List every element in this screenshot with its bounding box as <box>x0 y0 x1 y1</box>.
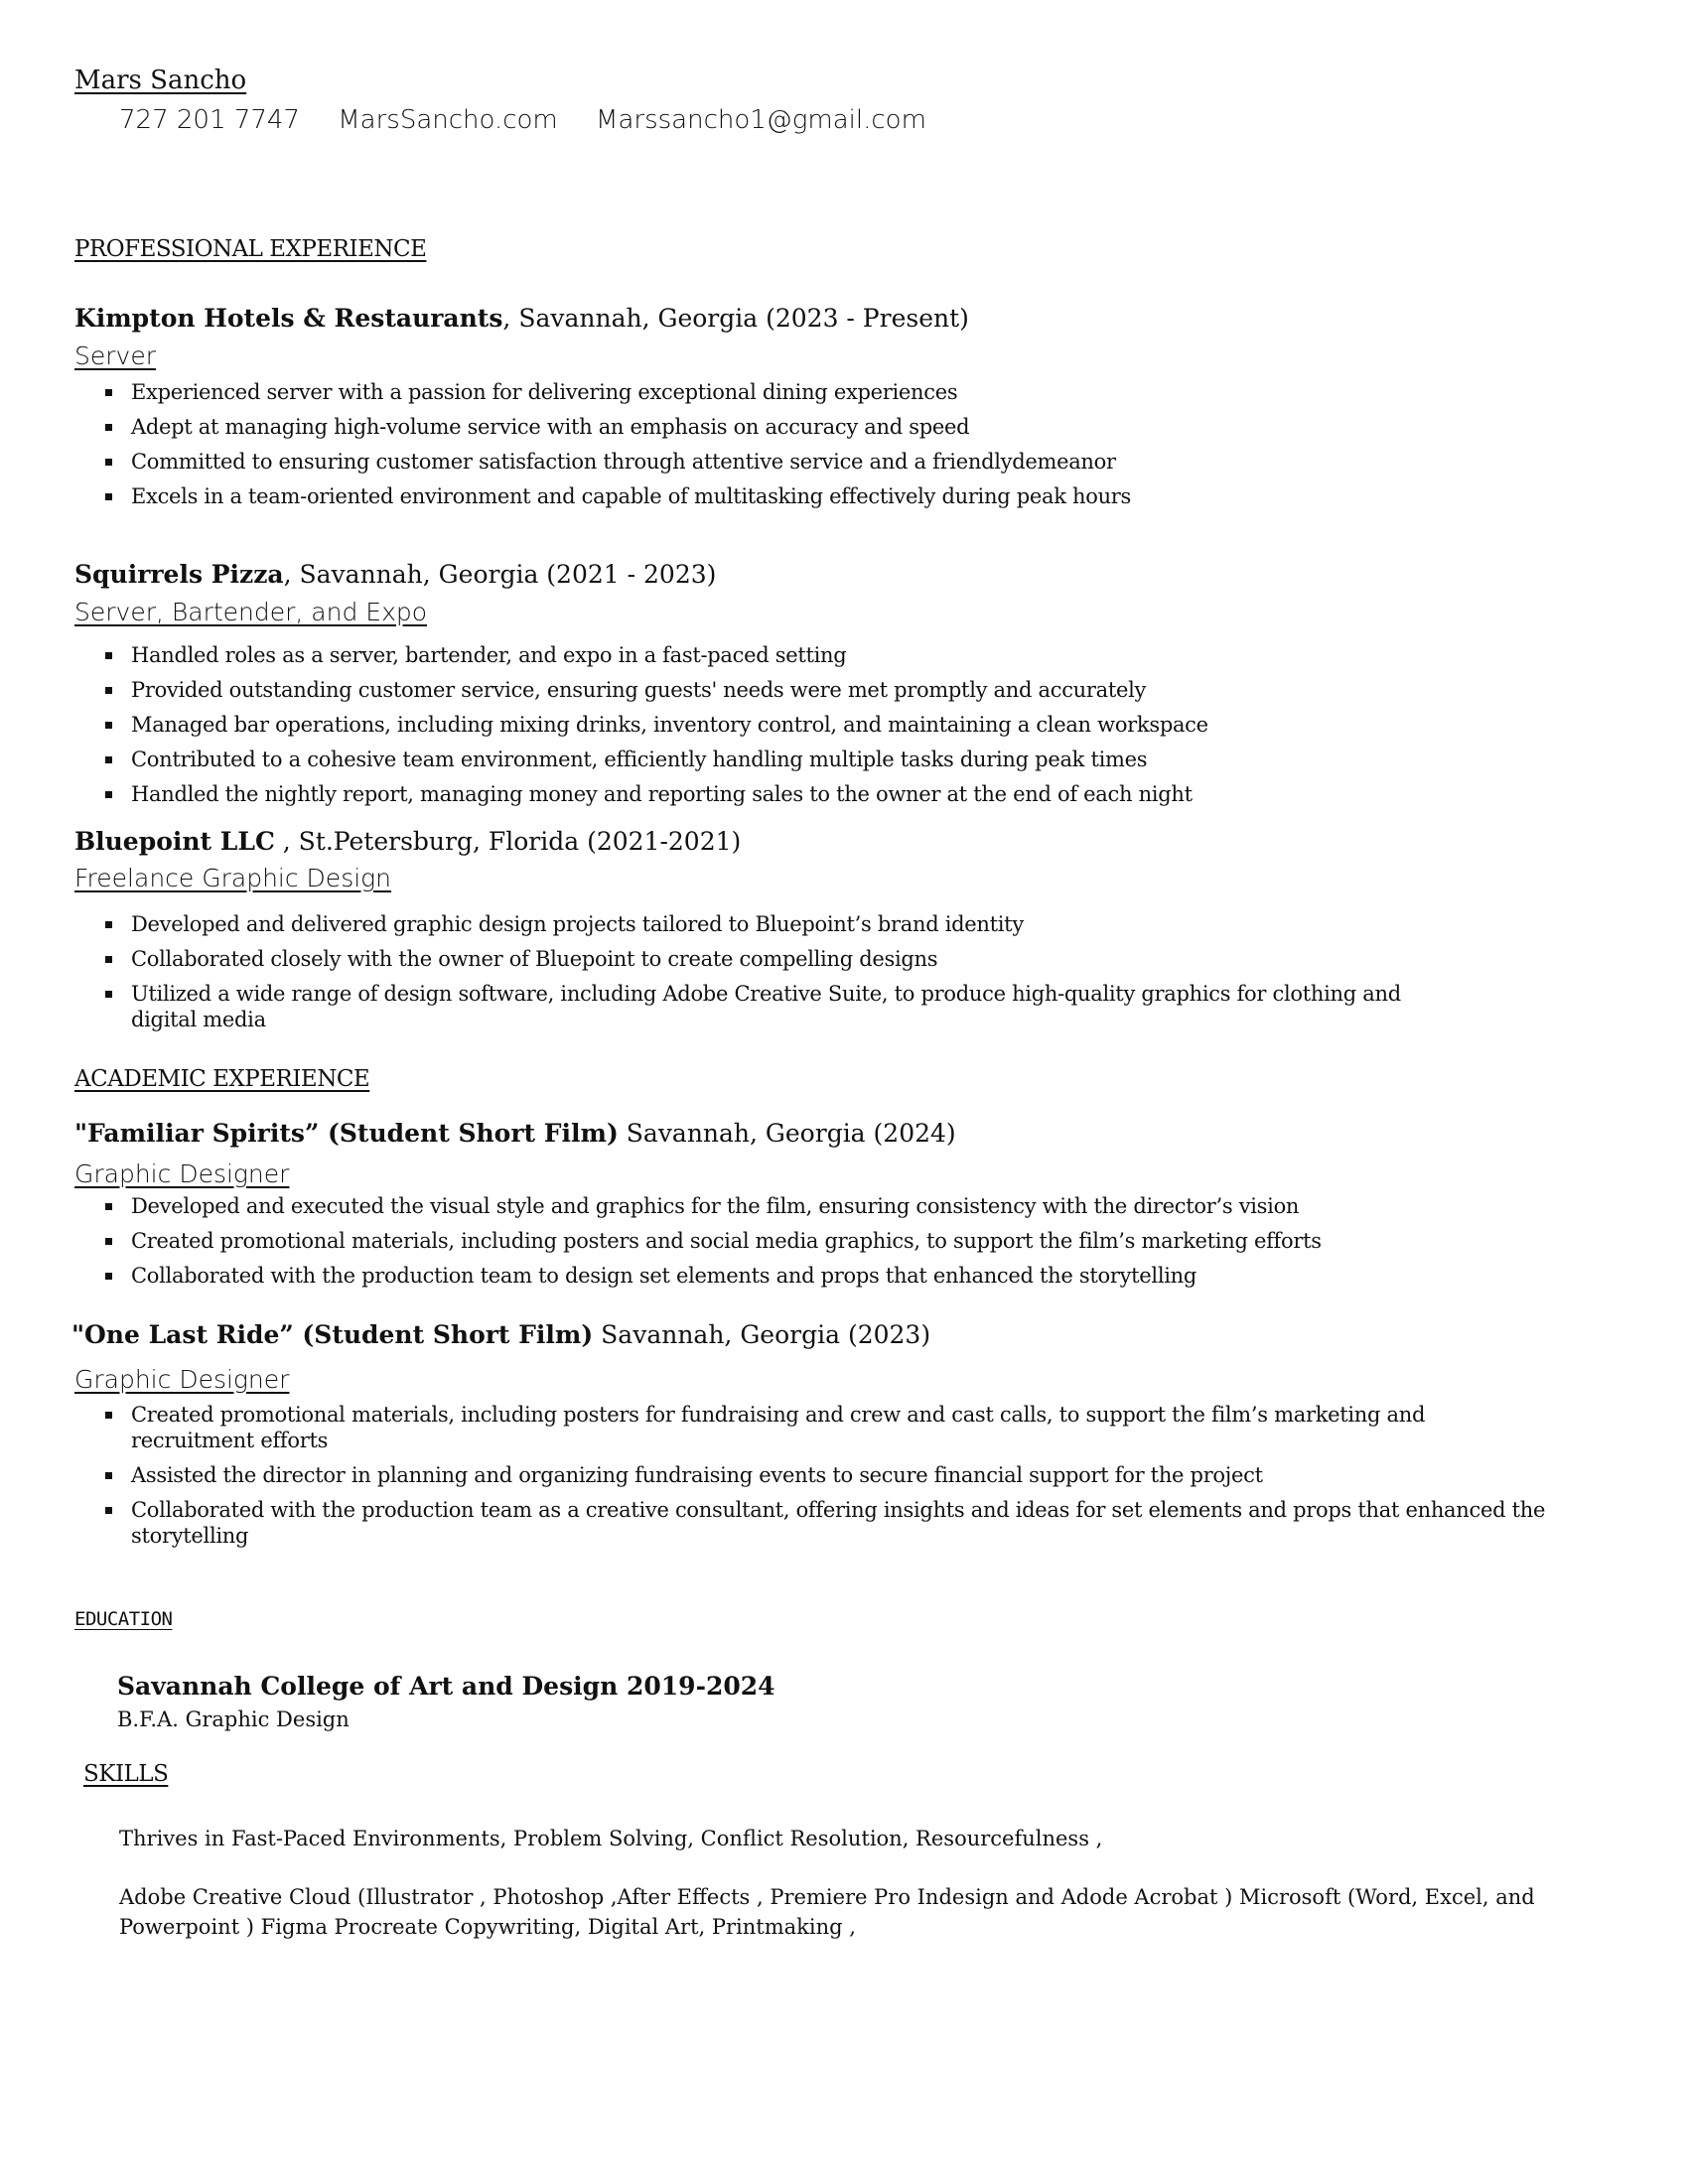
bullet-item: Created promotional materials, including posters and social media graphics, to support the film’s marketing efforts <box>101 1228 1650 1254</box>
project-location: Savannah, Georgia (2024) <box>618 1119 956 1148</box>
project-bullets <box>101 1193 1650 1297</box>
job-role: Freelance Graphic Design <box>74 864 392 892</box>
job-heading <box>74 827 741 856</box>
job-location: , Savannah, Georgia (2021 - 2023) <box>283 560 717 589</box>
skills-heading: SKILLS <box>83 1761 169 1787</box>
project-location: Savannah, Georgia (2023) <box>593 1320 931 1349</box>
project-role: Graphic Designer <box>74 1160 290 1188</box>
bullet-item: Experienced server with a passion for delivering exceptional dining experiences <box>101 379 1213 405</box>
bullet-item: Assisted the director in planning and organizing fundraising events to secure financial support for the project <box>101 1462 1551 1488</box>
job-heading <box>74 304 969 333</box>
website-link[interactable]: MarsSancho.com <box>338 105 558 135</box>
school-name: Savannah College of Art and Design 2019-2024 <box>117 1672 775 1701</box>
project-bullets <box>101 1402 1551 1558</box>
project-title: "Familiar Spirits” (Student Short Film) <box>74 1119 619 1148</box>
bullet-item: Handled the nightly report, managing money and reporting sales to the owner at the end of each night <box>101 781 1591 807</box>
academic-heading: ACADEMIC EXPERIENCE <box>74 1066 370 1092</box>
project-heading <box>71 1320 930 1349</box>
job-bullets <box>101 379 1213 509</box>
skills-soft: Thrives in Fast-Paced Environments, Problem Solving, Conflict Resolution, Resourcefulness , <box>119 1827 1103 1850</box>
bullet-item: Collaborated with the production team to design set elements and props that enhanced the storytelling <box>101 1263 1650 1289</box>
phone: 727 201 7747 <box>119 105 300 135</box>
email-link[interactable]: Marssancho1@gmail.com <box>596 105 926 135</box>
bullet-item: Contributed to a cohesive team environment, efficiently handling multiple tasks during peak times <box>101 747 1591 772</box>
job-location: , St.Petersburg, Florida (2021-2021) <box>274 827 742 856</box>
project-role: Graphic Designer <box>74 1365 290 1394</box>
education-heading: EDUCATION <box>74 1608 173 1630</box>
bullet-item: Adept at managing high-volume service with an emphasis on accuracy and speed <box>101 414 1213 440</box>
bullet-item: Created promotional materials, including posters for fundraising and crew and cast calls, to support the film’s marketing and recruitment efforts <box>101 1402 1551 1453</box>
job-location: , Savannah, Georgia (2023 - Present) <box>502 304 969 333</box>
contact-line <box>119 105 956 135</box>
professional-heading: PROFESSIONAL EXPERIENCE <box>74 236 427 262</box>
degree: B.F.A. Graphic Design <box>117 1707 350 1731</box>
project-heading <box>74 1119 956 1148</box>
project-title: "One Last Ride” (Student Short Film) <box>71 1320 594 1349</box>
company-name: Kimpton Hotels & Restaurants <box>74 304 503 333</box>
skills-software: Adobe Creative Cloud (Illustrator , Photoshop ,After Effects , Premiere Pro Indesign and Adode Acrobat ) Microsoft (Word, Excel, and Powerpoint ) Figma Procreate Copywriting, Digital Art, Printmaking , <box>119 1885 1535 1939</box>
bullet-item: Managed bar operations, including mixing drinks, inventory control, and maintaining a clean workspace <box>101 712 1591 738</box>
job-bullets <box>101 642 1591 816</box>
resume-name: Mars Sancho <box>74 66 247 95</box>
bullet-item: Provided outstanding customer service, ensuring guests' needs were met promptly and accurately <box>101 677 1591 703</box>
company-name: Bluepoint LLC <box>74 827 275 856</box>
bullet-item: Developed and delivered graphic design projects tailored to Bluepoint’s brand identity <box>101 911 1472 937</box>
job-role: Server, Bartender, and Expo <box>74 598 428 626</box>
job-bullets <box>101 911 1472 1041</box>
job-role: Server <box>74 341 156 370</box>
bullet-item: Developed and executed the visual style and graphics for the film, ensuring consistency with the director’s vision <box>101 1193 1650 1219</box>
bullet-item: Committed to ensuring customer satisfaction through attentive service and a friendlydemeanor <box>101 449 1213 475</box>
bullet-item: Utilized a wide range of design software, including Adobe Creative Suite, to produce high-quality graphics for clothing and digital media <box>101 981 1472 1032</box>
job-heading <box>74 560 716 589</box>
bullet-item: Handled roles as a server, bartender, and expo in a fast-paced setting <box>101 642 1591 668</box>
bullet-item: Collaborated with the production team as a creative consultant, offering insights and ideas for set elements and props that enhanced the storytelling <box>101 1497 1551 1549</box>
bullet-item: Collaborated closely with the owner of Bluepoint to create compelling designs <box>101 946 1472 972</box>
company-name: Squirrels Pizza <box>74 560 284 589</box>
bullet-item: Excels in a team-oriented environment and capable of multitasking effectively during peak hours <box>101 483 1213 509</box>
